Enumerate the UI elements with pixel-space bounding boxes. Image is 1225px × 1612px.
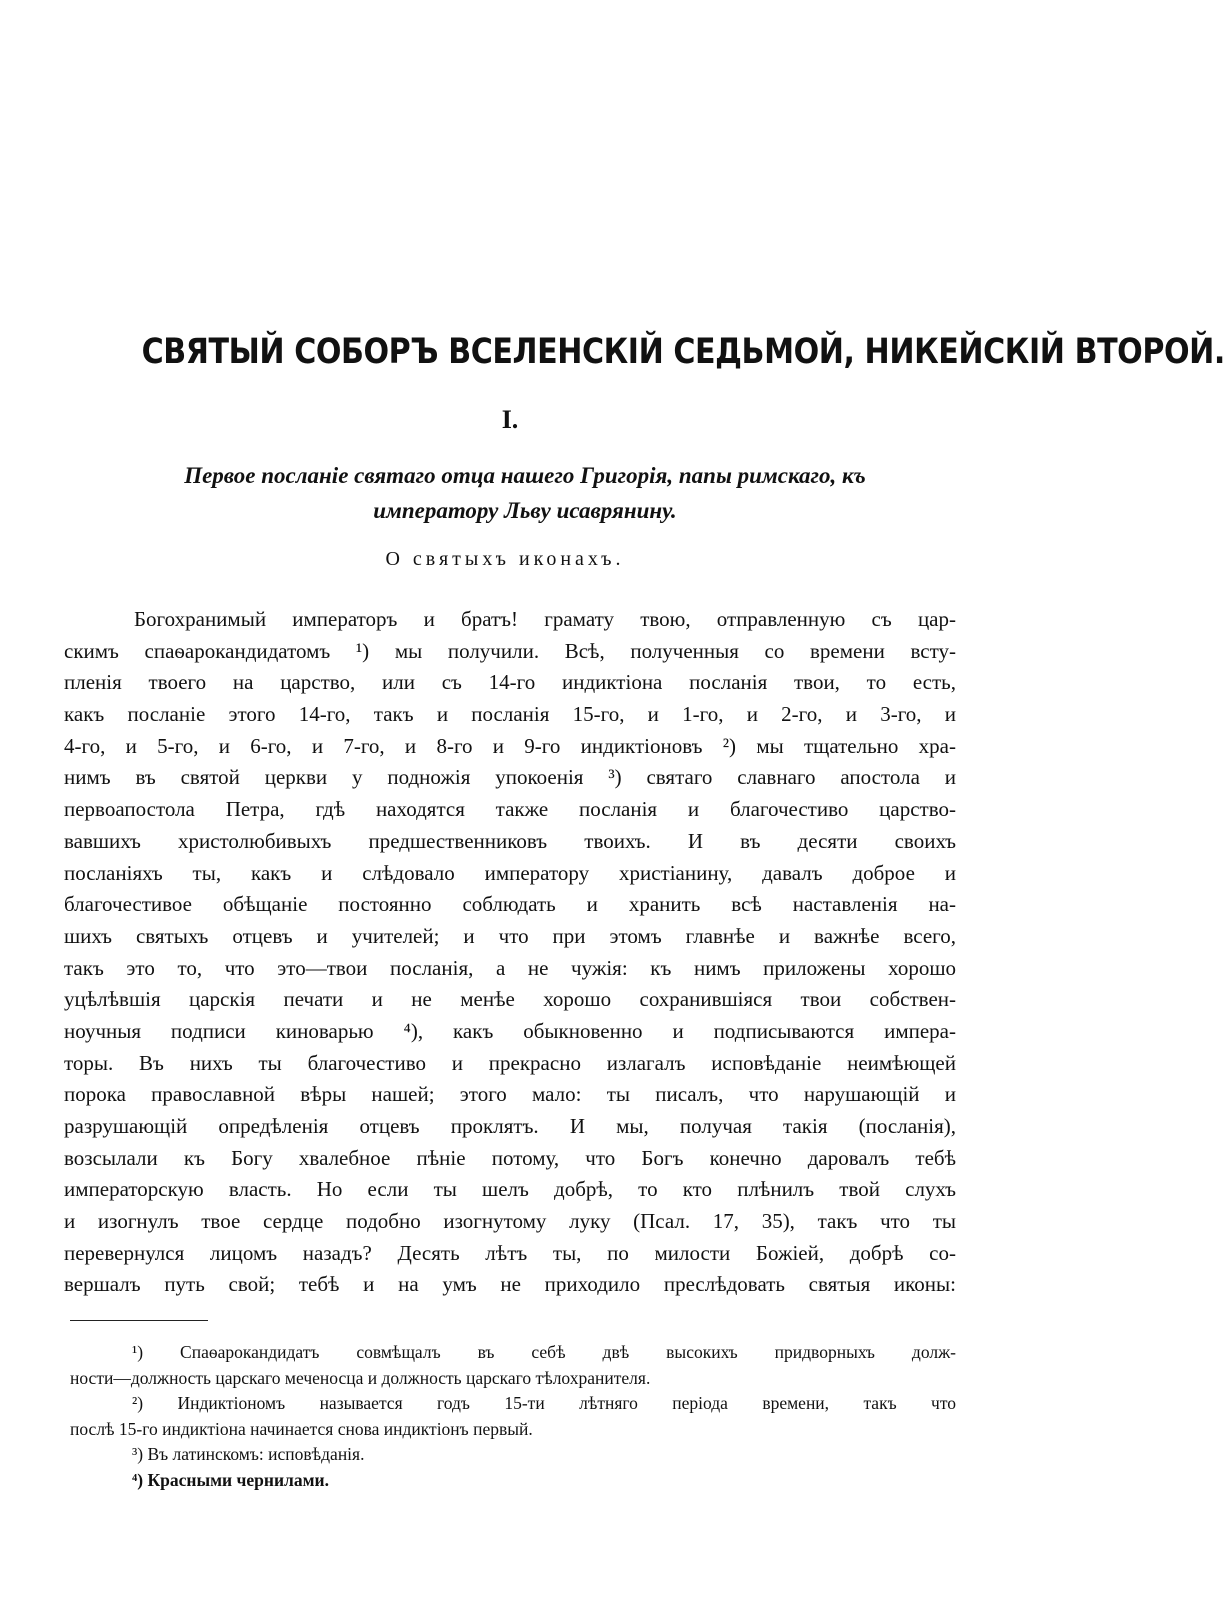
body-line: уцѣлѣвшія царскія печати и не менѣе хорошо сохранившіяся твои собствен- xyxy=(64,987,956,1012)
page-title: СВЯТЫЙ СОБОРЪ ВСЕЛЕНСКІЙ СЕДЬМОЙ, НИКЕЙСКІЙ ВТОРОЙ. xyxy=(141,332,1225,372)
body-line: какъ посланіе этого 14-го, такъ и посланія 15-го, и 1-го, и 2-го, и 3-го, и xyxy=(64,702,956,727)
body-line: скимъ спаѳарокандидатомъ ¹) мы получили. Всѣ, полученныя со времени всту- xyxy=(64,638,956,663)
body-line: ноучныя подписи киноварью ⁴), какъ обыкновенно и подписываются импера- xyxy=(64,1018,956,1043)
footnote-3: ³) Въ латинскомъ: исповѣданія. xyxy=(132,1444,365,1464)
footnotes xyxy=(70,1340,956,1493)
body-line: пленія твоего на царство, или съ 14-го индиктіона посланія твои, то есть, xyxy=(64,670,956,695)
body-line: благочестивое обѣщаніе постоянно соблюдать и хранить всѣ наставленія на- xyxy=(64,892,956,917)
body-line: и изогнулъ твое сердце подобно изогнутому луку (Псал. 17, 35), такъ что ты xyxy=(64,1209,956,1234)
section-number: I. xyxy=(501,405,519,434)
body-line: вавшихъ христолюбивыхъ предшественниковъ твоихъ. И въ десяти своихъ xyxy=(64,828,956,853)
topic-heading: О святыхъ иконахъ. xyxy=(385,548,625,570)
body-line: перевернулся лицомъ назадъ? Десять лѣтъ ты, по милости Божіей, добрѣ со- xyxy=(64,1240,956,1265)
body-line: первоапостола Петра, гдѣ находятся также посланія и благочестиво царство- xyxy=(64,797,956,822)
subtitle-line: Первое посланіе святаго отца нашего Григорія, папы римскаго, къ xyxy=(184,463,866,488)
body-line: шихъ святыхъ отцевъ и учителей; и что при этомъ главнѣе и важнѣе всего, xyxy=(64,923,956,948)
body-line: 4-го, и 5-го, и 6-го, и 7-го, и 8-го и 9-го индиктіоновъ ²) мы тщательно хра- xyxy=(64,733,956,758)
body-line: нимъ въ святой церкви у подножія упокоенія ³) святаго славнаго апостола и xyxy=(64,765,956,790)
body-line: разрушающій опредѣленія отцевъ проклятъ. И мы, получая такія (посланія), xyxy=(64,1114,956,1138)
body-line: возсылали къ Богу хвалебное пѣніе потому, что Богъ конечно даровалъ тебѣ xyxy=(64,1145,956,1170)
body-line: торы. Въ нихъ ты благочестиво и прекрасно излагалъ исповѣданіе неимѣющей xyxy=(64,1050,956,1075)
footnote-2-continuation: послѣ 15-го индиктіона начинается снова индиктіонъ первый. xyxy=(70,1418,533,1439)
body-line: порока православной вѣры нашей; этого мало: ты писалъ, что нарушающій и xyxy=(64,1082,956,1107)
footnote-2: ²) Индиктіономъ называется годъ 15-ти лѣтняго періода времени, такъ что xyxy=(132,1393,956,1413)
footnote-1-continuation: ности—должность царскаго меченосца и должность царскаго тѣлохранителя. xyxy=(70,1367,651,1388)
footnote-divider xyxy=(70,1320,208,1321)
body-line: посланіяхъ ты, какъ и слѣдовало императору христіанину, давалъ доброе и xyxy=(64,860,956,885)
body-text xyxy=(64,604,956,1301)
subtitle-line: императору Льву исаврянину. xyxy=(373,498,677,523)
body-line: вершалъ путь свой; тебѣ и на умъ не приходило преслѣдовать святыя иконы: xyxy=(64,1272,956,1297)
footnote-1: ¹) Спаѳарокандидатъ совмѣщалъ въ себѣ двѣ высокихъ придворныхъ долж- xyxy=(132,1342,956,1362)
subtitle xyxy=(90,458,960,528)
body-line: Богохранимый императоръ и братъ! грамату твою, отправленную съ цар- xyxy=(134,607,956,631)
footnote-4: ⁴) Красными чернилами. xyxy=(132,1469,329,1490)
body-line: императорскую власть. Но если ты шелъ добрѣ, то кто плѣнилъ твой слухъ xyxy=(64,1177,956,1202)
body-line: такъ это то, что это—твои посланія, а не чужія: къ нимъ приложены хорошо xyxy=(64,955,956,980)
